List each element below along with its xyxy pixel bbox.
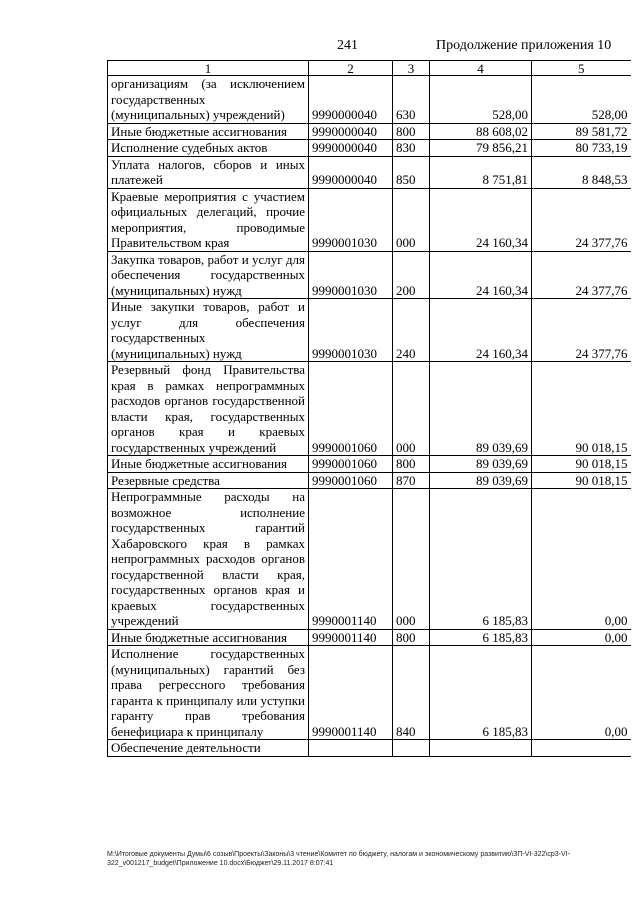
row-value-2018-cell: 89 039,69 [430, 362, 532, 456]
row-value-2019-cell: 0,00 [532, 646, 631, 740]
row-value-2019-cell: 24 377,76 [532, 188, 631, 251]
row-code-cell: 9990000040 [309, 156, 393, 188]
row-value-2018-cell: 6 185,83 [430, 489, 532, 630]
row-value-2019-cell: 80 733,19 [532, 140, 631, 157]
row-value-2019-cell: 0,00 [532, 489, 631, 630]
column-number: 5 [532, 61, 631, 76]
row-code-cell: 9990001140 [309, 646, 393, 740]
table-row [108, 188, 631, 251]
column-number: 4 [430, 61, 532, 76]
row-name-cell: Непрограммные расходы на возможное исполнение государственных гарантий Хабаровского края в рамках непрограммных расходов органов государственной власти края, государственных органов края и краевых государственных учреждений [108, 489, 309, 630]
row-value-2019-cell: 90 018,15 [532, 472, 631, 489]
continuation-title: Продолжение приложения 10 [436, 38, 612, 53]
row-name-cell: Резервный фонд Правительства края в рамках непрограммных расходов органов государственной власти края, государственных органов края и краевых государственных учреждений [108, 362, 309, 456]
column-number-row [108, 61, 631, 76]
table-row [108, 629, 631, 646]
table-row [108, 740, 631, 757]
row-code-cell: 9990001140 [309, 489, 393, 630]
row-value-2019-cell: 90 018,15 [532, 362, 631, 456]
row-name-cell: Исполнение судебных актов [108, 140, 309, 157]
row-value-2018-cell [430, 740, 532, 757]
row-name-cell: Иные бюджетные ассигнования [108, 456, 309, 473]
row-vr-cell: 240 [393, 299, 430, 362]
row-value-2019-cell: 0,00 [532, 629, 631, 646]
row-code-cell: 9990001060 [309, 472, 393, 489]
row-value-2018-cell: 79 856,21 [430, 140, 532, 157]
table-row [108, 489, 631, 630]
row-value-2019-cell: 8 848,53 [532, 156, 631, 188]
row-vr-cell: 870 [393, 472, 430, 489]
row-vr-cell: 630 [393, 76, 430, 124]
row-name-cell: Иные закупки товаров, работ и услуг для обеспечения государственных (муниципальных) нужд [108, 299, 309, 362]
column-number: 3 [393, 61, 430, 76]
row-name-cell: Иные бюджетные ассигнования [108, 629, 309, 646]
row-vr-cell: 830 [393, 140, 430, 157]
row-value-2019-cell: 24 377,76 [532, 251, 631, 299]
table-row [108, 76, 631, 124]
table-row [108, 456, 631, 473]
table-row [108, 472, 631, 489]
row-value-2018-cell: 88 608,02 [430, 123, 532, 140]
row-value-2019-cell: 90 018,15 [532, 456, 631, 473]
row-code-cell: 9990000040 [309, 140, 393, 157]
row-value-2018-cell: 8 751,81 [430, 156, 532, 188]
row-code-cell [309, 740, 393, 757]
row-value-2018-cell: 24 160,34 [430, 251, 532, 299]
file-path-footer: M:\Итоговые документы Думы\6 созыв\Проекты\Законы\3 чтение\Комитет по бюджету, налогам и экономическому развитию\ЗП-VI-322\ср3-VI-322_v001217_budget\Приложение 10.docx\Бюджет\29.11.2017 8:07:41 [107, 851, 570, 867]
row-value-2018-cell: 24 160,34 [430, 299, 532, 362]
row-name-cell: Резервные средства [108, 472, 309, 489]
row-vr-cell: 000 [393, 362, 430, 456]
budget-table [107, 60, 631, 757]
row-vr-cell: 200 [393, 251, 430, 299]
row-vr-cell: 000 [393, 188, 430, 251]
table-row [108, 140, 631, 157]
row-value-2018-cell: 6 185,83 [430, 629, 532, 646]
row-vr-cell: 800 [393, 456, 430, 473]
table-row [108, 362, 631, 456]
row-code-cell: 9990000040 [309, 76, 393, 124]
row-code-cell: 9990001060 [309, 362, 393, 456]
row-vr-cell: 800 [393, 123, 430, 140]
column-number: 2 [309, 61, 393, 76]
table-row [108, 156, 631, 188]
row-value-2019-cell: 89 581,72 [532, 123, 631, 140]
table-row [108, 123, 631, 140]
row-code-cell: 9990001030 [309, 188, 393, 251]
row-vr-cell: 800 [393, 629, 430, 646]
row-code-cell: 9990000040 [309, 123, 393, 140]
row-value-2018-cell: 89 039,69 [430, 456, 532, 473]
row-name-cell: Обеспечение деятельности [108, 740, 309, 757]
row-value-2018-cell: 24 160,34 [430, 188, 532, 251]
row-name-cell: Краевые мероприятия с участием официальных делегаций, прочие мероприятия, проводимые Правительством края [108, 188, 309, 251]
row-name-cell: Исполнение государственных (муниципальных) гарантий без права регрессного требования гаранта к принципалу или уступки гаранту прав требования бенефициара к принципалу [108, 646, 309, 740]
table-row [108, 299, 631, 362]
row-name-cell: Иные бюджетные ассигнования [108, 123, 309, 140]
row-name-cell: Закупка товаров, работ и услуг для обеспечения государственных (муниципальных) нужд [108, 251, 309, 299]
row-code-cell: 9990001060 [309, 456, 393, 473]
table-row [108, 251, 631, 299]
row-vr-cell: 840 [393, 646, 430, 740]
row-value-2018-cell: 89 039,69 [430, 472, 532, 489]
row-value-2018-cell: 6 185,83 [430, 646, 532, 740]
row-name-cell: организациям (за исключением государственных (муниципальных) учреждений) [108, 76, 309, 124]
column-number: 1 [108, 61, 309, 76]
row-value-2018-cell: 528,00 [430, 76, 532, 124]
row-value-2019-cell: 24 377,76 [532, 299, 631, 362]
row-code-cell: 9990001140 [309, 629, 393, 646]
page-number: 241 [337, 38, 358, 53]
row-value-2019-cell: 528,00 [532, 76, 631, 124]
row-code-cell: 9990001030 [309, 299, 393, 362]
row-code-cell: 9990001030 [309, 251, 393, 299]
row-value-2019-cell [532, 740, 631, 757]
row-vr-cell: 850 [393, 156, 430, 188]
row-vr-cell [393, 740, 430, 757]
table-row [108, 646, 631, 740]
row-name-cell: Уплата налогов, сборов и иных платежей [108, 156, 309, 188]
row-vr-cell: 000 [393, 489, 430, 630]
